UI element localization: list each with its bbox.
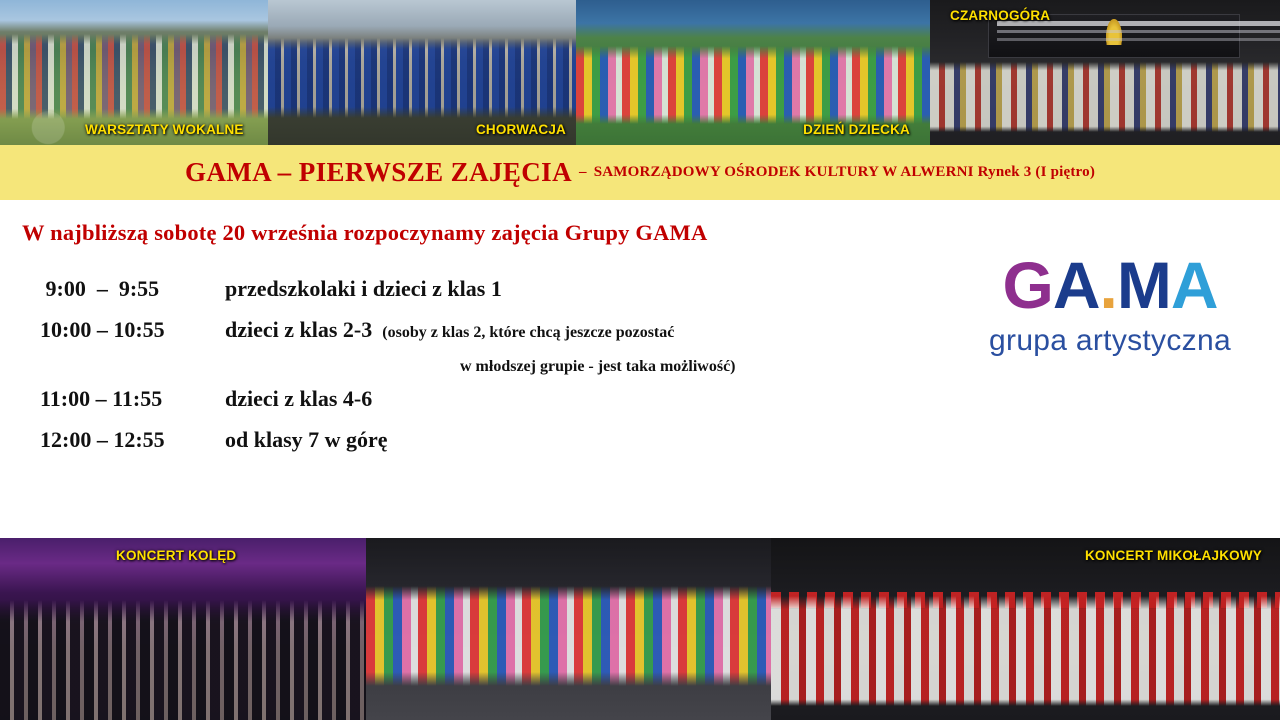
photo-koncert-koled (0, 538, 366, 720)
schedule-row (40, 276, 940, 310)
schedule-row (40, 317, 940, 351)
gama-logo-wordmark (970, 248, 1250, 322)
schedule-row (40, 386, 940, 420)
schedule-note: (osoby z klas 2, które chcą jeszcze pozostać (382, 324, 675, 341)
photo-koncert-mikolajkowy (771, 538, 1280, 720)
schedule-description: dzieci z klas 4-6 (225, 386, 373, 411)
photo-people-overlay (771, 596, 1280, 706)
photo-people-overlay (0, 34, 268, 119)
schedule-list (40, 276, 940, 468)
schedule-description: od klasy 7 w górę (225, 427, 388, 452)
schedule-time: 11:00 – 11:55 (40, 386, 163, 411)
schedule-time: 10:00 – 10:55 (40, 317, 165, 342)
gama-logo-letter-a2: A (1170, 248, 1218, 322)
main-content (0, 200, 1280, 538)
photo-caption-chorwacja: CHORWACJA (475, 122, 566, 137)
banner-line (997, 38, 1280, 41)
gama-logo-dot: . (1099, 248, 1117, 322)
schedule-description: przedszkolaki i dzieci z klas 1 (225, 276, 502, 301)
photo-people-overlay (0, 600, 366, 720)
photo-chorwacja (268, 0, 576, 145)
schedule-note-continued: w młodszej grupie - jest taka możliwość) (460, 358, 736, 375)
photo-dzien-dziecka (576, 0, 930, 145)
page-subtitle-separator: – (579, 164, 587, 180)
title-bar (0, 145, 1280, 200)
top-photo-strip (0, 0, 1280, 145)
gama-logo-letter-m: M (1116, 248, 1171, 322)
photo-caption-warsztaty-wokalne: WARSZTATY WOKALNE (85, 122, 244, 137)
photo-people-overlay (268, 38, 576, 118)
photo-caption-koncert-koled: KONCERT KOLĘD (116, 548, 237, 563)
photo-caption-dzien-dziecka: DZIEŃ DZIECKA (803, 122, 910, 137)
bottom-photo-strip (0, 538, 1280, 720)
page-title: GAMA – PIERWSZE ZAJĘCIA (184, 157, 572, 187)
schedule-description: dzieci z klas 2-3 (225, 317, 373, 342)
gama-logo (970, 248, 1250, 358)
photo-people-overlay (366, 586, 771, 686)
schedule-row (40, 427, 940, 461)
gama-logo-letter-a1: A (1052, 248, 1100, 322)
schedule-time: 9:00 – 9:55 (40, 276, 160, 301)
gama-logo-letter-g: G (1002, 248, 1053, 322)
schedule-time: 12:00 – 12:55 (40, 427, 165, 452)
photo-people-overlay (576, 46, 930, 124)
photo-people-overlay (930, 62, 1280, 132)
lead-paragraph: W najbliższą sobotę 20 września rozpoczynamy zajęcia Grupy GAMA (22, 220, 708, 245)
photo-caption-czarnogora: CZARNOGÓRA (950, 8, 1051, 23)
gama-logo-subtitle: grupa artystyczna (989, 324, 1231, 357)
banner-line (997, 30, 1280, 33)
page-subtitle: SAMORZĄDOWY OŚRODEK KULTURY W ALWERNI Rynek 3 (I piętro) (593, 164, 1096, 180)
photo-wystep-kolorowy (366, 538, 771, 720)
photo-caption-koncert-mikolajkowy: KONCERT MIKOŁAJKOWY (1084, 548, 1262, 563)
photo-warsztaty-wokalne (0, 0, 268, 145)
photo-czarnogora (930, 0, 1280, 145)
